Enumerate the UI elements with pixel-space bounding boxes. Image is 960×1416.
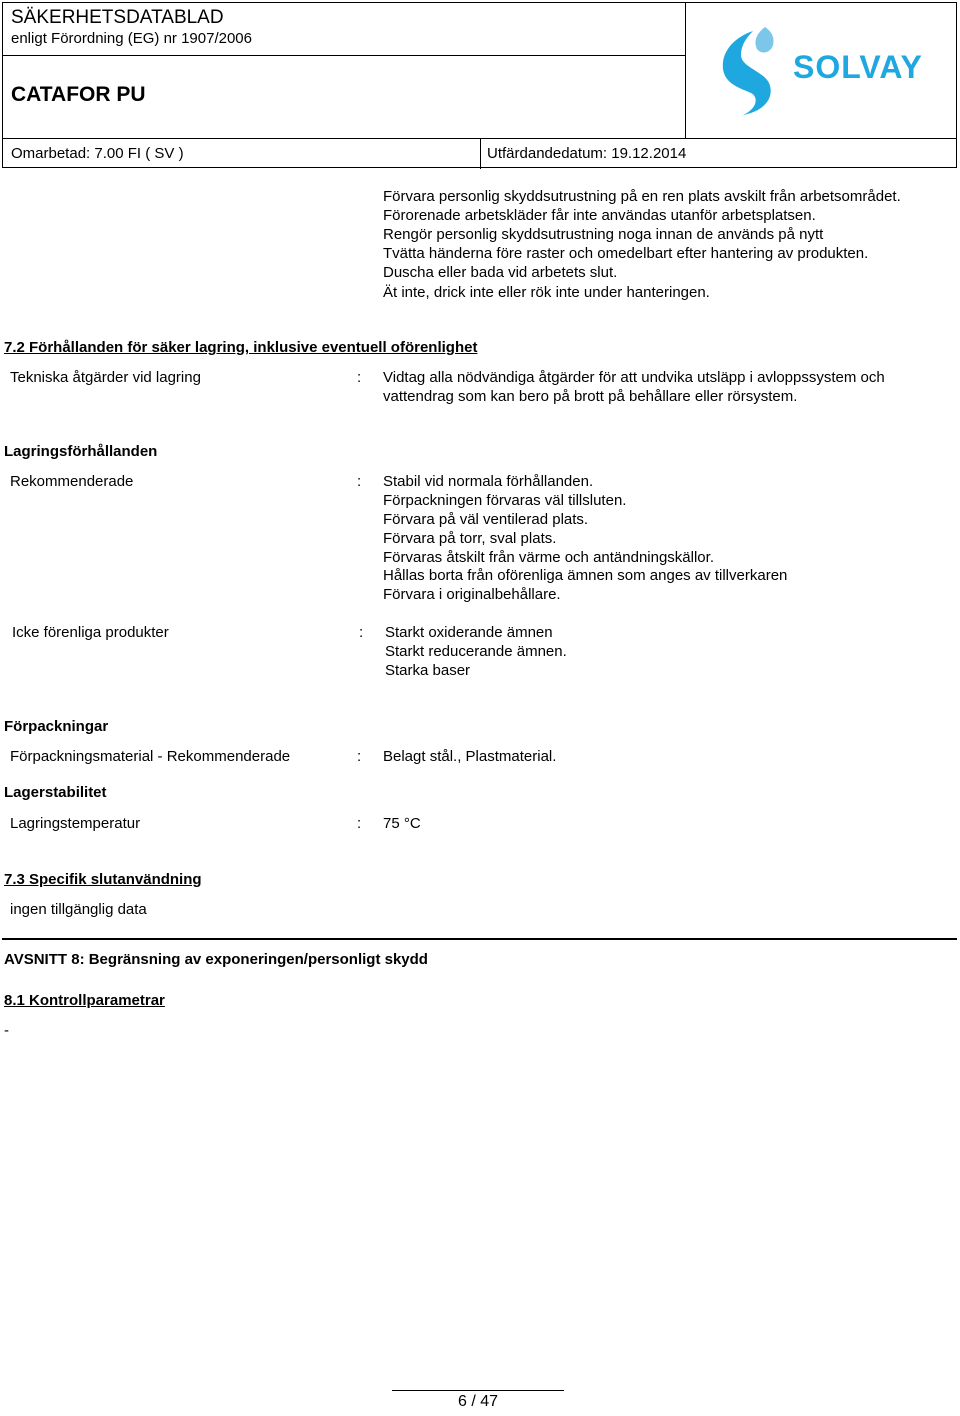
document-regulation: enligt Förordning (EG) nr 1907/2006 (11, 30, 252, 47)
handling-line: Ät inte, drick inte eller rök inte under hanteringen. (383, 284, 710, 301)
recommended-value: Hållas borta från oförenliga ämnen som anges av tillverkaren (383, 567, 788, 584)
tech-measures-value: Vidtag alla nödvändiga åtgärder för att undvika utsläpp i avloppssystem och (383, 369, 885, 386)
handling-line: Förvara personlig skyddsutrustning på en ren plats avskilt från arbetsområdet. (383, 188, 901, 205)
colon: : (359, 624, 364, 641)
section-7-3-heading: 7.3 Specifik slutanvändning (4, 871, 202, 888)
recommended-value: Stabil vid normala förhållanden. (383, 473, 594, 490)
section-8-heading: AVSNITT 8: Begränsning av exponeringen/personligt skydd (4, 951, 428, 968)
colon: : (357, 815, 362, 832)
incompatible-label: Icke förenliga produkter (12, 624, 169, 641)
incompatible-value: Starkt reducerande ämnen. (385, 643, 567, 660)
header-divider (480, 138, 481, 169)
section-divider (2, 938, 957, 940)
recommended-label: Rekommenderade (10, 473, 134, 490)
handling-line: Förorenade arbetskläder får inte användas utanför arbetsplatsen. (383, 207, 816, 224)
section-7-2-heading: 7.2 Förhållanden för säker lagring, inklusive eventuell oförenlighet (4, 339, 478, 356)
page-number: 6 / 47 (458, 1393, 499, 1410)
specific-end-use-value: ingen tillgänglig data (10, 901, 147, 918)
storage-conditions-heading: Lagringsförhållanden (4, 443, 158, 460)
section-8-1-heading: 8.1 Kontrollparametrar (4, 992, 165, 1009)
incompatible-value: Starkt oxiderande ämnen (385, 624, 553, 641)
incompatible-value: Starka baser (385, 662, 471, 679)
recommended-value: Förvara på torr, sval plats. (383, 530, 557, 547)
header-divider (685, 3, 686, 138)
packaging-material-value: Belagt stål., Plastmaterial. (383, 748, 557, 765)
handling-line: Tvätta händerna före raster och omedelbart efter hantering av produkten. (383, 245, 869, 262)
recommended-value: Förvaras åtskilt från värme och antändningskällor. (383, 549, 714, 566)
storage-temperature-label: Lagringstemperatur (10, 815, 141, 832)
handling-line: Duscha eller bada vid arbetets slut. (383, 264, 618, 281)
packaging-heading: Förpackningar (4, 718, 109, 735)
recommended-value: Förvara på väl ventilerad plats. (383, 511, 589, 528)
packaging-material-label: Förpackningsmaterial - Rekommenderade (10, 748, 291, 765)
issue-date: Utfärdandedatum: 19.12.2014 (487, 145, 687, 162)
recommended-value: Förpackningen förvaras väl tillsluten. (383, 492, 627, 509)
document-header (2, 2, 957, 168)
storage-temperature-value: 75 °C (383, 815, 421, 832)
tech-measures-label: Tekniska åtgärder vid lagring (10, 369, 201, 386)
revision-info: Omarbetad: 7.00 FI ( SV ) (11, 145, 184, 162)
colon: : (357, 473, 362, 490)
colon: : (357, 369, 362, 386)
handling-line: Rengör personlig skyddsutrustning noga innan de används på nytt (383, 226, 824, 243)
colon: : (357, 748, 362, 765)
product-name: CATAFOR PU (11, 83, 146, 106)
control-parameters-value: - (4, 1022, 9, 1039)
logo-wordmark: SOLVAY (793, 49, 923, 85)
header-divider (3, 55, 685, 56)
recommended-value: Förvara i originalbehållare. (383, 586, 561, 603)
storage-stability-heading: Lagerstabilitet (4, 784, 107, 801)
document-title: SÄKERHETSDATABLAD (11, 7, 224, 28)
footer-divider (392, 1390, 564, 1391)
tech-measures-value: vattendrag som kan bero på brott på behållare eller rörsystem. (383, 388, 798, 405)
